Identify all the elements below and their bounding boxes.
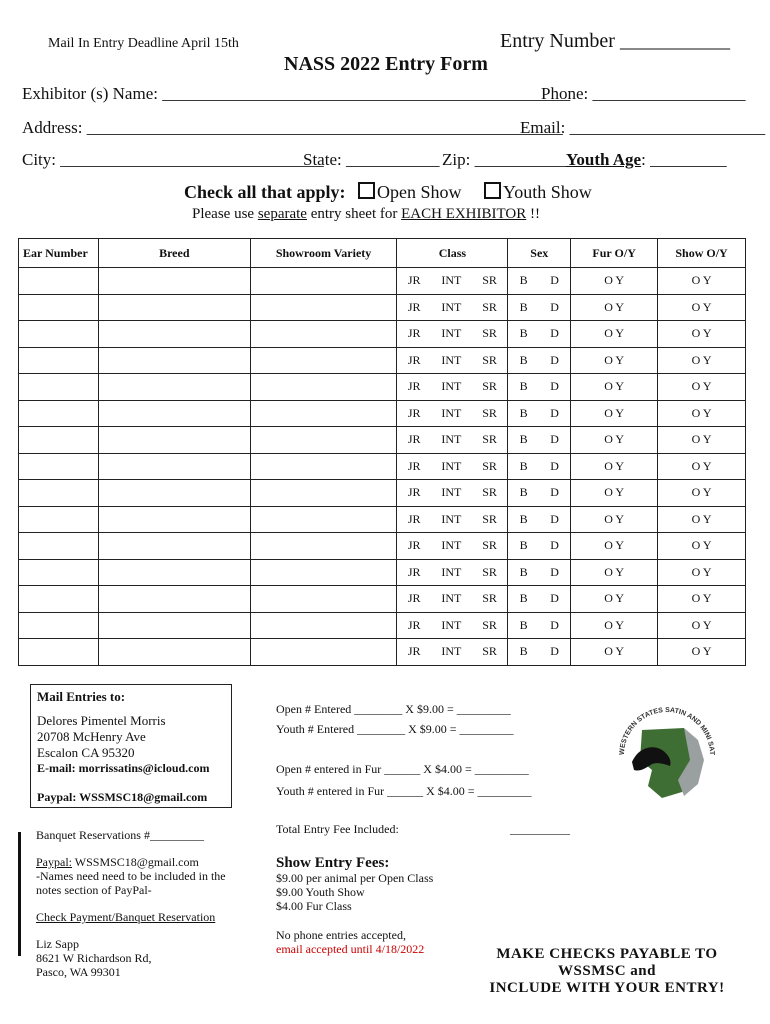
youth-show-label: Youth Show (503, 182, 592, 202)
class-option[interactable]: SR (482, 326, 497, 341)
svg-text:WESTERN STATES SATIN AND MINI: WESTERN STATES SATIN AND MINI SAT (618, 706, 716, 756)
check-payment-label: Check Payment/Banquet Reservation (36, 910, 216, 924)
class-cell[interactable] (397, 427, 508, 454)
breed-cell[interactable] (98, 506, 250, 533)
sex-cell[interactable] (508, 533, 571, 560)
sex-option[interactable]: D (550, 299, 559, 314)
variety-cell[interactable] (250, 400, 397, 427)
class-option[interactable]: JR (407, 379, 421, 394)
class-option[interactable]: INT (441, 511, 462, 526)
sex-option[interactable]: D (550, 617, 559, 632)
mail-heading: Mail Entries to: (37, 689, 126, 704)
mail-name: Delores Pimentel Morris (37, 713, 166, 728)
check-label: Check all that apply: (184, 182, 346, 202)
sex-option[interactable]: D (550, 352, 559, 367)
sex-cell[interactable] (508, 559, 571, 586)
class-option[interactable]: SR (482, 538, 497, 553)
show-fee-line1: $9.00 per animal per Open Class (276, 871, 434, 885)
club-logo (612, 700, 722, 810)
class-cell[interactable] (397, 506, 508, 533)
show-fees-heading: Show Entry Fees: (276, 855, 390, 871)
class-option[interactable]: INT (441, 538, 462, 553)
city-field[interactable]: City: _______________________________ (22, 150, 324, 169)
banquet-paypal (36, 855, 199, 870)
class-option[interactable]: SR (482, 458, 497, 473)
sex-cell[interactable] (508, 506, 571, 533)
oy-option[interactable]: O Y (691, 432, 712, 447)
class-option[interactable]: JR (407, 432, 421, 447)
mail-city: Escalon CA 95320 (37, 745, 135, 760)
note-a: Please use (192, 206, 258, 222)
entry-number-field[interactable]: Entry Number ___________ (500, 30, 730, 52)
class-option[interactable]: INT (441, 432, 462, 447)
class-cell[interactable] (397, 400, 508, 427)
variety-cell[interactable] (250, 453, 397, 480)
sex-option[interactable]: B (519, 617, 528, 632)
ear-number-cell[interactable] (19, 294, 99, 321)
fur-cell[interactable] (571, 586, 658, 613)
sex-cell[interactable] (508, 268, 571, 295)
sex-option[interactable]: B (519, 299, 528, 314)
club-logo-image (612, 700, 722, 810)
breed-cell[interactable] (98, 321, 250, 348)
show-cell[interactable] (658, 321, 746, 348)
show-cell[interactable] (658, 586, 746, 613)
class-option[interactable]: SR (482, 273, 497, 288)
variety-cell[interactable] (250, 268, 397, 295)
sex-option[interactable]: B (519, 326, 528, 341)
show-cell[interactable] (658, 533, 746, 560)
ear-number-cell[interactable] (19, 506, 99, 533)
breed-cell[interactable] (98, 347, 250, 374)
sex-option[interactable]: D (550, 405, 559, 420)
fur-cell[interactable] (571, 400, 658, 427)
mail-paypal: Paypal: WSSMSC18@gmail.com (37, 790, 208, 804)
sex-option[interactable]: B (519, 273, 528, 288)
breed-cell[interactable] (98, 559, 250, 586)
show-type-row (184, 182, 592, 203)
sex-option[interactable]: D (550, 273, 559, 288)
email-field[interactable]: Email: _______________________ (520, 118, 766, 137)
class-option[interactable]: JR (407, 617, 421, 632)
show-cell[interactable] (658, 612, 746, 639)
table-row (19, 321, 746, 348)
oy-option[interactable]: O Y (691, 326, 712, 341)
youth-age-label: Youth Age (566, 150, 642, 169)
class-cell[interactable] (397, 294, 508, 321)
breed-cell[interactable] (98, 374, 250, 401)
ear-number-cell[interactable] (19, 480, 99, 507)
oy-option[interactable]: O Y (604, 405, 625, 420)
fur-cell[interactable] (571, 294, 658, 321)
oy-option[interactable]: O Y (691, 564, 712, 579)
class-option[interactable]: SR (482, 299, 497, 314)
class-option[interactable]: SR (482, 405, 497, 420)
ear-number-cell[interactable] (19, 639, 99, 666)
class-option[interactable]: INT (441, 485, 462, 500)
fur-cell[interactable] (571, 506, 658, 533)
sex-option[interactable]: D (550, 591, 559, 606)
breed-cell[interactable] (98, 453, 250, 480)
phone-note: No phone entries accepted, (276, 928, 406, 942)
class-option[interactable]: INT (441, 564, 462, 579)
class-option[interactable]: SR (482, 511, 497, 526)
class-cell[interactable] (397, 321, 508, 348)
note-e: !! (526, 206, 540, 222)
class-option[interactable]: SR (482, 564, 497, 579)
class-cell[interactable] (397, 374, 508, 401)
table-row (19, 294, 746, 321)
fur-cell[interactable] (571, 453, 658, 480)
oy-option[interactable]: O Y (691, 352, 712, 367)
class-option[interactable]: SR (482, 432, 497, 447)
sex-option[interactable]: B (519, 352, 528, 367)
sex-option[interactable]: D (550, 432, 559, 447)
class-option[interactable]: SR (482, 591, 497, 606)
class-option[interactable]: INT (441, 299, 462, 314)
class-cell[interactable] (397, 639, 508, 666)
ear-number-cell[interactable] (19, 374, 99, 401)
breed-cell[interactable] (98, 480, 250, 507)
class-option[interactable]: SR (482, 617, 497, 632)
fee-total-blank[interactable]: __________ (510, 822, 570, 836)
oy-option[interactable]: O Y (691, 644, 712, 659)
oy-option[interactable]: O Y (604, 591, 625, 606)
table-row (19, 453, 746, 480)
oy-option[interactable]: O Y (604, 617, 625, 632)
ear-number-cell[interactable] (19, 533, 99, 560)
variety-cell[interactable] (250, 533, 397, 560)
table-row (19, 612, 746, 639)
ear-number-cell[interactable] (19, 612, 99, 639)
class-option[interactable]: JR (407, 644, 421, 659)
header-class: Class (397, 239, 508, 268)
oy-option[interactable]: O Y (604, 485, 625, 500)
mail-entries-box (30, 684, 232, 808)
contact-addr1: 8621 W Richardson Rd, (36, 951, 152, 965)
sex-option[interactable]: B (519, 644, 528, 659)
fee-youth-fur[interactable]: Youth # entered in Fur ______ X $4.00 = _________ (276, 784, 532, 798)
oy-option[interactable]: O Y (691, 405, 712, 420)
open-show-checkbox[interactable] (358, 182, 375, 199)
class-option[interactable]: JR (407, 352, 421, 367)
show-cell[interactable] (658, 506, 746, 533)
sex-cell[interactable] (508, 639, 571, 666)
oy-option[interactable]: O Y (604, 326, 625, 341)
table-row (19, 559, 746, 586)
fur-cell[interactable] (571, 268, 658, 295)
class-cell[interactable] (397, 347, 508, 374)
sex-cell[interactable] (508, 321, 571, 348)
sex-option[interactable]: D (550, 538, 559, 553)
variety-cell[interactable] (250, 427, 397, 454)
show-cell[interactable] (658, 480, 746, 507)
class-cell[interactable] (397, 586, 508, 613)
contact-name: Liz Sapp (36, 937, 79, 951)
banquet-paypal-label: Paypal: (36, 855, 72, 869)
sex-cell[interactable] (508, 453, 571, 480)
address-field[interactable]: Address: ________________________________________________________ (22, 118, 563, 137)
oy-option[interactable]: O Y (604, 644, 625, 659)
class-option[interactable]: SR (482, 485, 497, 500)
ear-number-cell[interactable] (19, 427, 99, 454)
header-show: Show O/Y (658, 239, 746, 268)
class-option[interactable]: INT (441, 591, 462, 606)
class-option[interactable]: INT (441, 352, 462, 367)
note-b: separate (257, 206, 307, 222)
fur-cell[interactable] (571, 321, 658, 348)
email-deadline-note: email accepted until 4/18/2022 (276, 942, 425, 956)
breed-cell[interactable] (98, 639, 250, 666)
class-option[interactable]: SR (482, 352, 497, 367)
oy-option[interactable]: O Y (691, 538, 712, 553)
sex-cell[interactable] (508, 347, 571, 374)
oy-option[interactable]: O Y (604, 273, 625, 288)
show-cell[interactable] (658, 427, 746, 454)
breed-cell[interactable] (98, 427, 250, 454)
class-option[interactable]: JR (407, 485, 421, 500)
oy-option[interactable]: O Y (691, 273, 712, 288)
header-sex: Sex (508, 239, 571, 268)
sex-cell[interactable] (508, 374, 571, 401)
class-option[interactable]: JR (407, 564, 421, 579)
ear-number-cell[interactable] (19, 268, 99, 295)
sex-option[interactable]: B (519, 379, 528, 394)
zip-field[interactable]: Zip: ___________ (442, 150, 569, 169)
fee-open[interactable]: Open # Entered ________ X $9.00 = _________ (276, 702, 511, 716)
variety-cell[interactable] (250, 480, 397, 507)
class-option[interactable]: INT (441, 379, 462, 394)
fee-total-label: Total Entry Fee Included: (276, 822, 399, 836)
separate-sheet-note (192, 206, 540, 223)
class-cell[interactable] (397, 268, 508, 295)
sex-option[interactable]: B (519, 591, 528, 606)
sex-cell[interactable] (508, 400, 571, 427)
table-row (19, 427, 746, 454)
class-option[interactable]: INT (441, 273, 462, 288)
fee-open-fur[interactable]: Open # entered in Fur ______ X $4.00 = _________ (276, 762, 529, 776)
phone-field[interactable]: Phone: __________________ (541, 84, 746, 103)
class-option[interactable]: JR (407, 511, 421, 526)
sex-option[interactable]: D (550, 458, 559, 473)
oy-option[interactable]: O Y (604, 538, 625, 553)
payable-line1: MAKE CHECKS PAYABLE TO (496, 946, 718, 962)
class-option[interactable]: INT (441, 405, 462, 420)
oy-option[interactable]: O Y (691, 591, 712, 606)
sex-option[interactable]: D (550, 564, 559, 579)
page-title: NASS 2022 Entry Form (284, 53, 488, 75)
payable-line3: INCLUDE WITH YOUR ENTRY! (489, 980, 725, 996)
ear-number-cell[interactable] (19, 559, 99, 586)
header-ear-number: Ear Number (19, 239, 99, 268)
sex-option[interactable]: B (519, 511, 528, 526)
header-fur: Fur O/Y (571, 239, 658, 268)
sex-option[interactable]: D (550, 511, 559, 526)
open-show-label: Open Show (377, 182, 462, 202)
class-option[interactable]: JR (407, 326, 421, 341)
ear-number-cell[interactable] (19, 400, 99, 427)
contact-addr2: Pasco, WA 99301 (36, 965, 121, 979)
banquet-paypal-email: WSSMSC18@gmail.com (72, 855, 199, 869)
class-option[interactable]: JR (407, 458, 421, 473)
class-option[interactable]: JR (407, 591, 421, 606)
sex-option[interactable]: D (550, 644, 559, 659)
payable-notice (482, 946, 732, 997)
breed-cell[interactable] (98, 612, 250, 639)
breed-cell[interactable] (98, 294, 250, 321)
youth-age-blank: : _________ (641, 150, 727, 169)
oy-option[interactable]: O Y (604, 379, 625, 394)
sex-cell[interactable] (508, 480, 571, 507)
table-row (19, 639, 746, 666)
table-row (19, 506, 746, 533)
table-row (19, 374, 746, 401)
oy-option[interactable]: O Y (691, 511, 712, 526)
fur-cell[interactable] (571, 347, 658, 374)
fee-youth[interactable]: Youth # Entered ________ X $9.00 = _________ (276, 722, 514, 736)
fur-cell[interactable] (571, 559, 658, 586)
mail-street: 20708 McHenry Ave (37, 729, 146, 744)
sex-option[interactable]: B (519, 564, 528, 579)
ear-number-cell[interactable] (19, 321, 99, 348)
variety-cell[interactable] (250, 374, 397, 401)
table-row (19, 400, 746, 427)
banquet-names-note: -Names need need to be included in the notes section of PayPal- (36, 869, 226, 897)
youth-show-checkbox[interactable] (484, 182, 501, 199)
note-c: entry sheet for (306, 206, 402, 222)
sex-option[interactable]: D (550, 379, 559, 394)
table-row (19, 268, 746, 295)
table-row (19, 480, 746, 507)
fur-cell[interactable] (571, 639, 658, 666)
sex-option[interactable]: B (519, 538, 528, 553)
class-option[interactable]: INT (441, 458, 462, 473)
sex-cell[interactable] (508, 612, 571, 639)
class-cell[interactable] (397, 612, 508, 639)
breed-cell[interactable] (98, 268, 250, 295)
sex-option[interactable]: B (519, 485, 528, 500)
oy-option[interactable]: O Y (691, 379, 712, 394)
fur-cell[interactable] (571, 427, 658, 454)
show-fee-line3: $4.00 Fur Class (276, 899, 352, 913)
table-row (19, 533, 746, 560)
class-cell[interactable] (397, 453, 508, 480)
variety-cell[interactable] (250, 321, 397, 348)
oy-option[interactable]: O Y (604, 352, 625, 367)
class-cell[interactable] (397, 559, 508, 586)
header-breed: Breed (98, 239, 250, 268)
ear-number-cell[interactable] (19, 453, 99, 480)
fur-cell[interactable] (571, 374, 658, 401)
oy-option[interactable]: O Y (604, 564, 625, 579)
class-option[interactable]: INT (441, 617, 462, 632)
sex-option[interactable]: B (519, 432, 528, 447)
fur-cell[interactable] (571, 480, 658, 507)
class-option[interactable]: JR (407, 299, 421, 314)
sex-option[interactable]: B (519, 458, 528, 473)
oy-option[interactable]: O Y (691, 617, 712, 632)
fur-cell[interactable] (571, 612, 658, 639)
table-row (19, 347, 746, 374)
header-variety: Showroom Variety (250, 239, 397, 268)
oy-option[interactable]: O Y (604, 458, 625, 473)
youth-age-field[interactable] (566, 150, 727, 170)
exhibitor-name-field[interactable]: Exhibitor (s) Name: ________________________________________________ (22, 84, 571, 103)
ear-number-cell[interactable] (19, 586, 99, 613)
show-cell[interactable] (658, 453, 746, 480)
show-cell[interactable] (658, 639, 746, 666)
variety-cell[interactable] (250, 639, 397, 666)
class-option[interactable]: JR (407, 538, 421, 553)
class-option[interactable]: SR (482, 644, 497, 659)
breed-cell[interactable] (98, 533, 250, 560)
banquet-reservations[interactable]: Banquet Reservations #_________ (36, 828, 204, 842)
variety-cell[interactable] (250, 506, 397, 533)
table-row (19, 586, 746, 613)
left-divider (18, 832, 21, 956)
class-option[interactable]: SR (482, 379, 497, 394)
show-cell[interactable] (658, 268, 746, 295)
variety-cell[interactable] (250, 559, 397, 586)
oy-option[interactable]: O Y (604, 299, 625, 314)
deadline-text: Mail In Entry Deadline April 15th (48, 36, 239, 51)
class-cell[interactable] (397, 533, 508, 560)
ear-number-cell[interactable] (19, 347, 99, 374)
sex-option[interactable]: D (550, 326, 559, 341)
oy-option[interactable]: O Y (691, 485, 712, 500)
class-cell[interactable] (397, 480, 508, 507)
class-option[interactable]: INT (441, 326, 462, 341)
entries-table (18, 238, 746, 666)
show-cell[interactable] (658, 294, 746, 321)
sex-cell[interactable] (508, 294, 571, 321)
show-fee-line2: $9.00 Youth Show (276, 885, 365, 899)
show-cell[interactable] (658, 347, 746, 374)
sex-option[interactable]: B (519, 405, 528, 420)
state-field[interactable]: State: ___________ (303, 150, 440, 169)
oy-option[interactable]: O Y (691, 299, 712, 314)
variety-cell[interactable] (250, 612, 397, 639)
show-cell[interactable] (658, 559, 746, 586)
sex-cell[interactable] (508, 427, 571, 454)
oy-option[interactable]: O Y (604, 511, 625, 526)
class-option[interactable]: JR (407, 273, 421, 288)
fur-cell[interactable] (571, 533, 658, 560)
variety-cell[interactable] (250, 294, 397, 321)
breed-cell[interactable] (98, 400, 250, 427)
oy-option[interactable]: O Y (691, 458, 712, 473)
sex-cell[interactable] (508, 586, 571, 613)
sex-option[interactable]: D (550, 485, 559, 500)
show-cell[interactable] (658, 374, 746, 401)
variety-cell[interactable] (250, 586, 397, 613)
note-d: EACH EXHIBITOR (401, 206, 527, 222)
oy-option[interactable]: O Y (604, 432, 625, 447)
breed-cell[interactable] (98, 586, 250, 613)
table-header-row (19, 239, 746, 268)
payable-line2: WSSMSC and (558, 963, 656, 979)
variety-cell[interactable] (250, 347, 397, 374)
class-option[interactable]: INT (441, 644, 462, 659)
class-option[interactable]: JR (407, 405, 421, 420)
mail-email: E-mail: morrissatins@icloud.com (37, 761, 210, 775)
show-cell[interactable] (658, 400, 746, 427)
